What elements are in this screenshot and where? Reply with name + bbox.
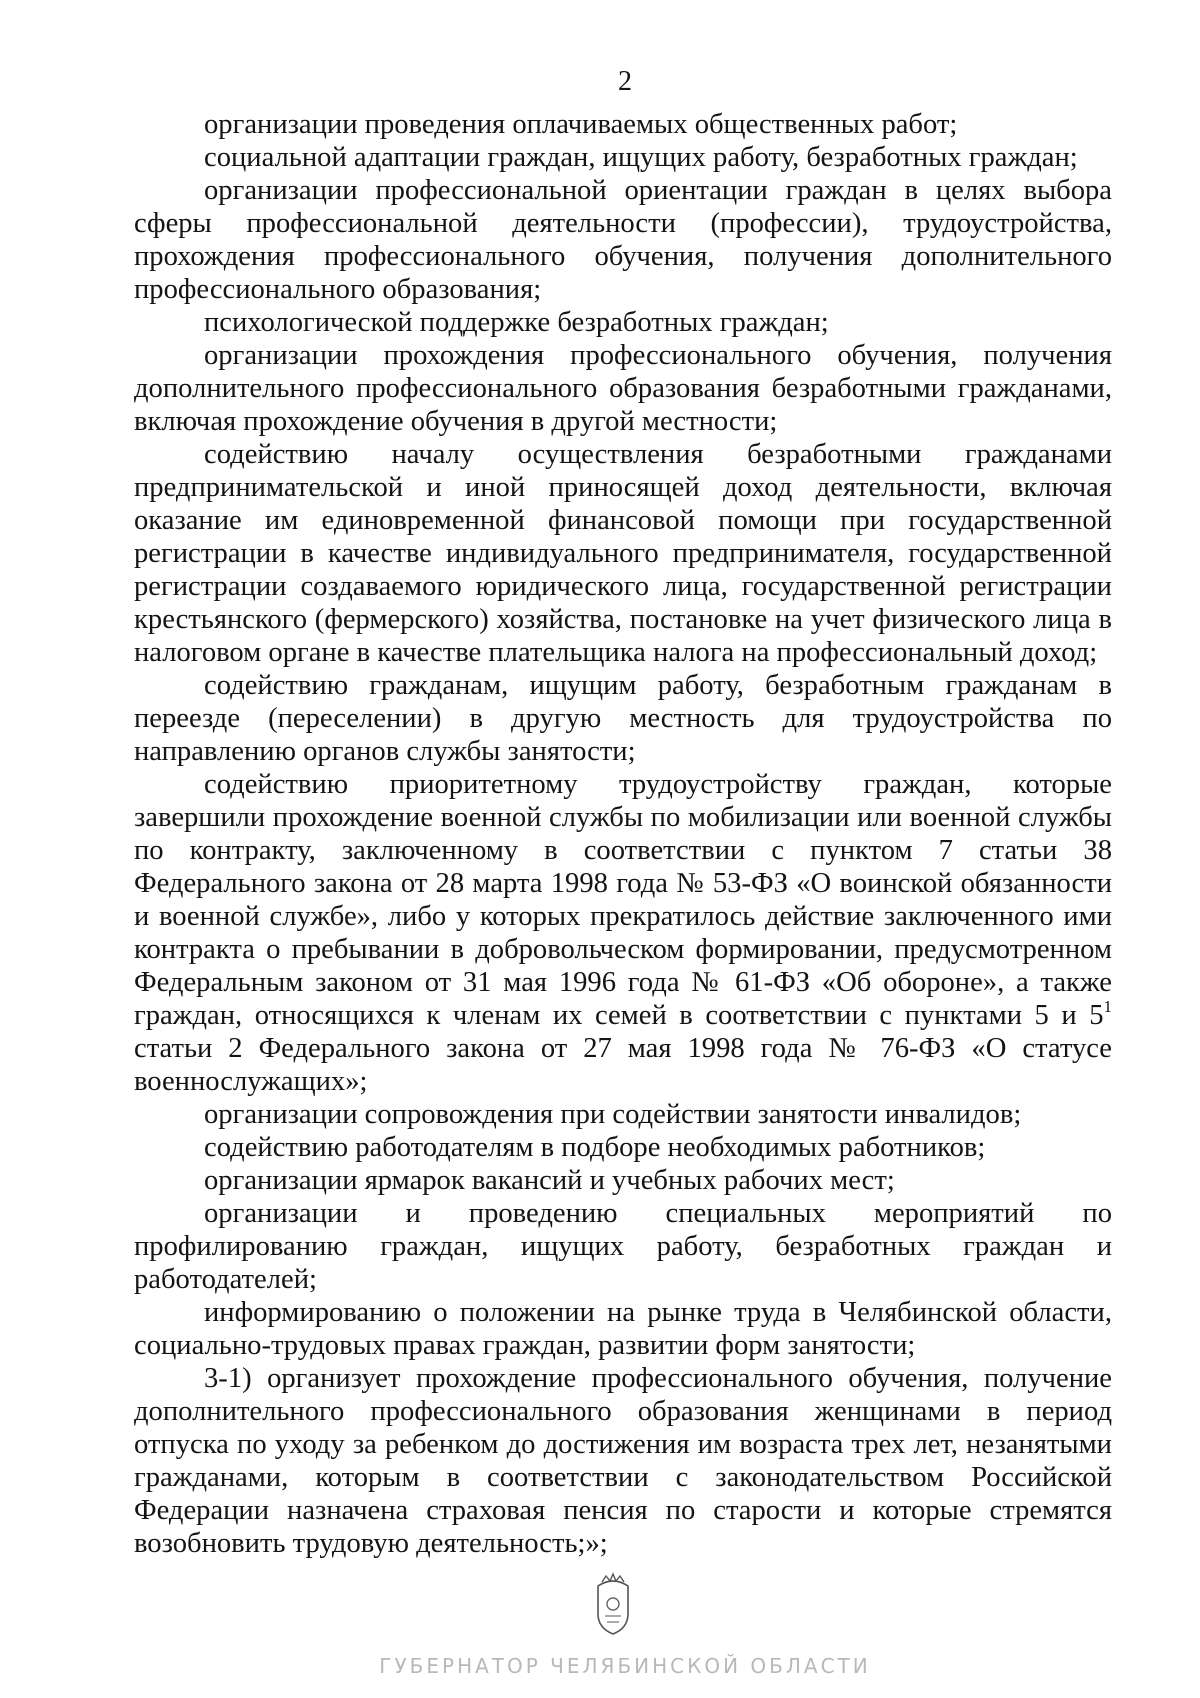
paragraph: содействию гражданам, ищущим работу, безработным гражданам в переезде (переселении) в другую местность для трудоустройства по направлению органов службы занятости; [134, 670, 1112, 767]
paragraph: организации прохождения профессионального обучения, получения дополнительного профессионального образования безработными гражданами, включая прохождение обучения в другой местности; [134, 340, 1112, 437]
paragraph: 3-1) организует прохождение профессионального обучения, получение дополнительного профессионального образования женщинами в период отпуска по уходу за ребенком до достижения им возраста трех лет, незанятыми гражданами, которым в соответствии с законодательством Российской Федерации назначена страховая пенсия по старости и которые стремятся возобновить трудовую деятельность;»; [134, 1363, 1112, 1559]
document-body [134, 108, 1112, 1560]
paragraph-text: статьи 2 Федерального закона от 27 мая 1998 года № 76-ФЗ «О статусе военнослужащих»; [134, 1033, 1112, 1097]
paragraph: организации и проведению специальных мероприятий по профилированию граждан, ищущих работу, безработных граждан и работодателей; [134, 1198, 1112, 1295]
paragraph: содействию работодателям в подборе необходимых работников; [204, 1132, 986, 1163]
page-number: 2 [618, 66, 632, 97]
paragraph: информированию о положении на рынке труда в Челябинской области, социально-трудовых правах граждан, развитии форм занятости; [134, 1297, 1112, 1361]
paragraph: организации ярмарок вакансий и учебных рабочих мест; [204, 1165, 895, 1196]
paragraph-text: содействию приоритетному трудоустройству граждан, которые завершили прохождение военной службы по мобилизации или военной службы по контракту, заключенному в соответствии с пунктом 7 статьи 38 Федерального закона от 28 марта 1998 года № 53-ФЗ «О воинской обязанности и военной службе», либо у которых прекратилось действие заключенного ими контракта о пребывании в добровольческом формировании, предусмотренном Федеральным законом от 31 мая 1996 года № 61-ФЗ «Об обороне», а также граждан, относящихся к членам их семей в соответствии с пунктами 5 и 5 [134, 769, 1112, 1031]
paragraph: организации профессиональной ориентации граждан в целях выбора сферы профессиональной деятельности (профессии), трудоустройства, прохождения профессионального обучения, получения дополнительного профессионального образования; [134, 175, 1112, 305]
mobilization-paragraph [134, 768, 1112, 1098]
paragraph: организации сопровождения при содействии занятости инвалидов; [204, 1099, 1022, 1130]
paragraph: содействию началу осуществления безработными гражданами предпринимательской и иной приносящей доход деятельности, включая оказание им единовременной финансовой помощи при государственной регистрации в качестве индивидуального предпринимателя, государственной регистрации создаваемого юридического лица, государственной регистрации крестьянского (фермерского) хозяйства, постановке на учет физического лица в налоговом органе в качестве плательщика налога на профессиональный доход; [134, 439, 1112, 668]
coat-of-arms-icon [590, 1572, 636, 1638]
stamp-text: ГУБЕРНАТОР ЧЕЛЯБИНСКОЙ ОБЛАСТИ [379, 1654, 871, 1678]
paragraph: психологической поддержке безработных граждан; [204, 307, 829, 338]
paragraph: организации проведения оплачиваемых общественных работ; [204, 109, 958, 140]
paragraph: социальной адаптации граждан, ищущих работу, безработных граждан; [204, 142, 1078, 173]
superscript: 1 [1103, 997, 1112, 1016]
